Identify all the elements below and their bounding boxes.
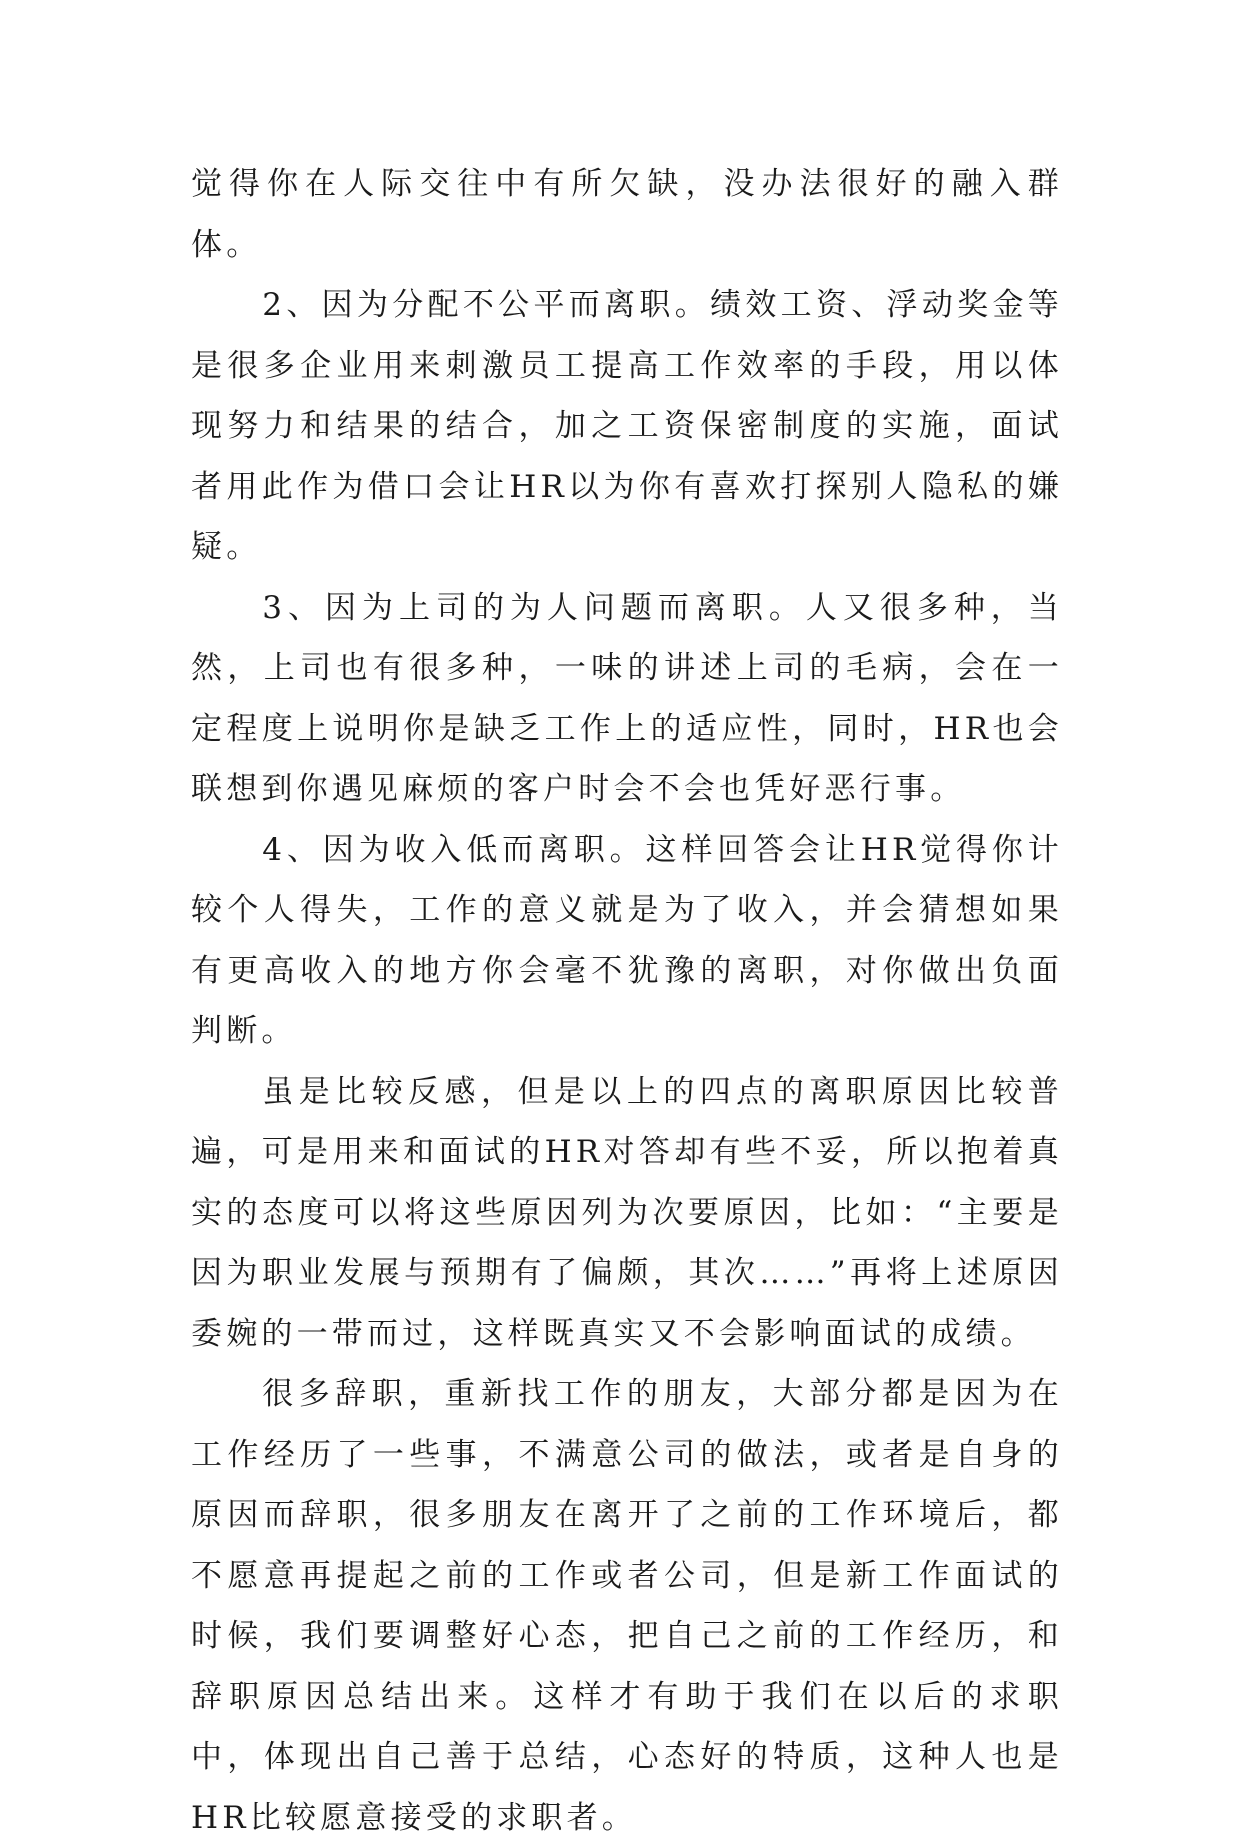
paragraph-reason-4: 4、因为收入低而离职。这样回答会让HR觉得你计较个人得失，工作的意义就是为了收入，并会猜想如果有更高收入的地方你会毫不犹豫的离职，对你做出负面判断。 bbox=[191, 831, 1063, 1049]
paragraph-advice: 虽是比较反感，但是以上的四点的离职原因比较普遍，可是用来和面试的HR对答却有些不妥，所以抱着真实的态度可以将这些原因列为次要原因，比如：“主要是因为职业发展与预期有了偏颇，其次……”再将上述原因委婉的一带而过，这样既真实又不会影响面试的成绩。 bbox=[191, 1073, 1063, 1352]
paragraph-continued: 觉得你在人际交往中有所欠缺，没办法很好的融入群体。 bbox=[191, 166, 1063, 263]
paragraph-summary: 很多辞职，重新找工作的朋友，大部分都是因为在工作经历了一些事，不满意公司的做法，或者是自身的原因而辞职，很多朋友在离开了之前的工作环境后，都不愿意再提起之前的工作或者公司，但是新工作面试的时候，我们要调整好心态，把自己之前的工作经历，和辞职原因总结出来。这样才有助于我们在以后的求职中，体现出自己善于总结，心态好的特质，这种人也是HR比较愿意接受的求职者。 bbox=[191, 1376, 1063, 1836]
document-body bbox=[191, 154, 1063, 1848]
paragraph-reason-2: 2、因为分配不公平而离职。绩效工资、浮动奖金等是很多企业用来刺激员工提高工作效率的手段，用以体现努力和结果的结合，加之工资保密制度的实施，面试者用此作为借口会让HR以为你有喜欢打探别人隐私的嫌疑。 bbox=[191, 287, 1063, 565]
paragraph-reason-3: 3、因为上司的为人问题而离职。人又很多种，当然，上司也有很多种，一味的讲述上司的毛病，会在一定程度上说明你是缺乏工作上的适应性，同时，HR也会联想到你遇见麻烦的客户时会不会也凭好恶行事。 bbox=[191, 589, 1063, 807]
